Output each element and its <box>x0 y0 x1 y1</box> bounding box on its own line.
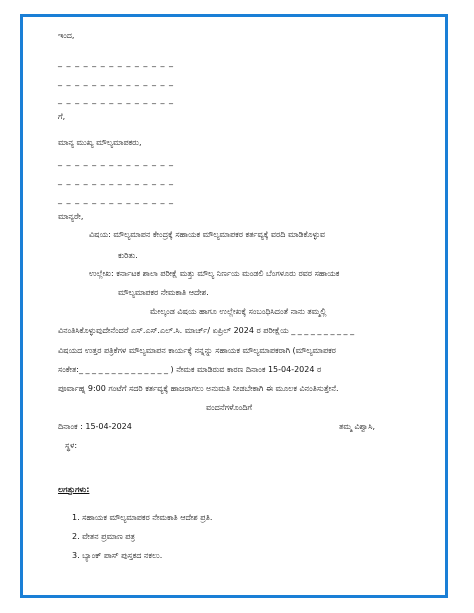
signoff: ತಮ್ಮ ವಿಶ್ವಾಸಿ, <box>339 422 376 431</box>
from-line-1: _ _ _ _ _ _ _ _ _ _ _ _ _ _ <box>58 58 175 67</box>
recipient-line-1: _ _ _ _ _ _ _ _ _ _ _ _ _ _ <box>58 157 175 166</box>
from-line-3: _ _ _ _ _ _ _ _ _ _ _ _ _ _ <box>58 95 175 104</box>
recipient-title: ಮಾನ್ಯ ಮುಖ್ಯ ಮೌಲ್ಯಮಾಪಕರು, <box>58 138 142 147</box>
reference-line-2: ಮೌಲ್ಯಮಾಪಕರ ನೇಮಕಾತಿ ಆದೇಶ. <box>118 288 209 297</box>
from-label: ಇಂದ, <box>58 31 75 40</box>
enclosure-item-1: 1. ಸಹಾಯಕ ಮೌಲ್ಯಮಾಪಕರ ನೇಮಕಾತಿ ಆದೇಶ ಪ್ರತಿ. <box>72 513 213 522</box>
body-line-4: ಸಂಕೇತ:_ _ _ _ _ _ _ _ _ _ _ _ _ _ ) ನೇಮಕ ಮಾಡಿರುವ ಕಾರಣ ದಿನಾಂಕ 15-04-2024 ರ <box>58 365 322 374</box>
to-label: ಗೆ, <box>58 112 66 121</box>
body-line-3: ವಿಷಯದ ಉತ್ತರ ಪತ್ರಿಕೆಗಳ ಮೌಲ್ಯಮಾಪನ ಕಾರ್ಯಕ್ಕೆ ನನ್ನನ್ನು ಸಹಾಯಕ ಮೌಲ್ಯಮಾಪಕರಾಗಿ (ಮೌಲ್ಯಮಾಪಕರ <box>58 346 336 355</box>
enclosures-title: ಲಗತ್ತುಗಳು: <box>58 485 90 494</box>
salutation: ಮಾನ್ಯರೇ, <box>58 212 84 221</box>
subject-line-2: ಕುರಿತು. <box>118 251 138 260</box>
reference-line-1: ಉಲ್ಲೇಖ: ಕರ್ನಾಟಕ ಶಾಲಾ ಪರೀಕ್ಷೆ ಮತ್ತು ಮೌಲ್ಯ ನಿರ್ಣಯ ಮಂಡಲಿ ಬೆಂಗಳೂರು ರವರ ಸಹಾಯಕ <box>89 269 340 278</box>
enclosure-item-2: 2. ವೇತನ ಪ್ರಮಾಣ ಪತ್ರ <box>72 532 135 541</box>
from-line-2: _ _ _ _ _ _ _ _ _ _ _ _ _ _ <box>58 77 175 86</box>
body-line-1: ಮೇಲ್ಕಂಡ ವಿಷಯ ಹಾಗೂ ಉಲ್ಲೇಖಕ್ಕೆ ಸಂಬಂಧಿಸಿದಂತೆ ನಾನು ತಮ್ಮಲ್ಲಿ <box>150 307 327 316</box>
recipient-line-3: _ _ _ _ _ _ _ _ _ _ _ _ _ _ <box>58 195 175 204</box>
enclosure-item-3: 3. ಬ್ಯಾಂಕ್ ಪಾಸ್ ಪುಸ್ತಕದ ನಕಲು. <box>72 551 163 560</box>
date-line: ದಿನಾಂಕ : 15-04-2024 <box>58 422 132 431</box>
subject-line-1: ವಿಷಯ: ಮೌಲ್ಯಮಾಪನ ಕೇಂದ್ರಕ್ಕೆ ಸಹಾಯಕ ಮೌಲ್ಯಮಾಪಕರ ಕರ್ತವ್ಯಕ್ಕೆ ವರದಿ ಮಾಡಿಕೊಳ್ಳುವ <box>89 230 326 239</box>
place-label: ಸ್ಥಳ: <box>65 441 78 450</box>
regards: ವಂದನೆಗಳೊಂದಿಗೆ <box>206 403 253 412</box>
body-line-5: ಪೂರ್ವಾಹ್ನ 9:00 ಗಂಟೆಗೆ ಸದರಿ ಕರ್ತವ್ಯಕ್ಕೆ ಹಾಜರಾಗಲು ಅನುಮತಿ ನೀಡಬೇಕಾಗಿ ಈ ಮೂಲಕ ವಿನಂತಿಸುತ್ತೇನೆ. <box>58 384 339 393</box>
body-line-2: ವಿನಂತಿಸಿಕೊಳ್ಳುವುದೇನೆಂದರೆ ಎಸ್.ಎಸ್.ಎಲ್.ಸಿ. ಮಾರ್ಚ್/ ಏಪ್ರಿಲ್ 2024 ರ ಪರೀಕ್ಷೆಯ _ _ _ _ _ _ _ _ _ _ <box>58 326 355 335</box>
recipient-line-2: _ _ _ _ _ _ _ _ _ _ _ _ _ _ <box>58 176 175 185</box>
